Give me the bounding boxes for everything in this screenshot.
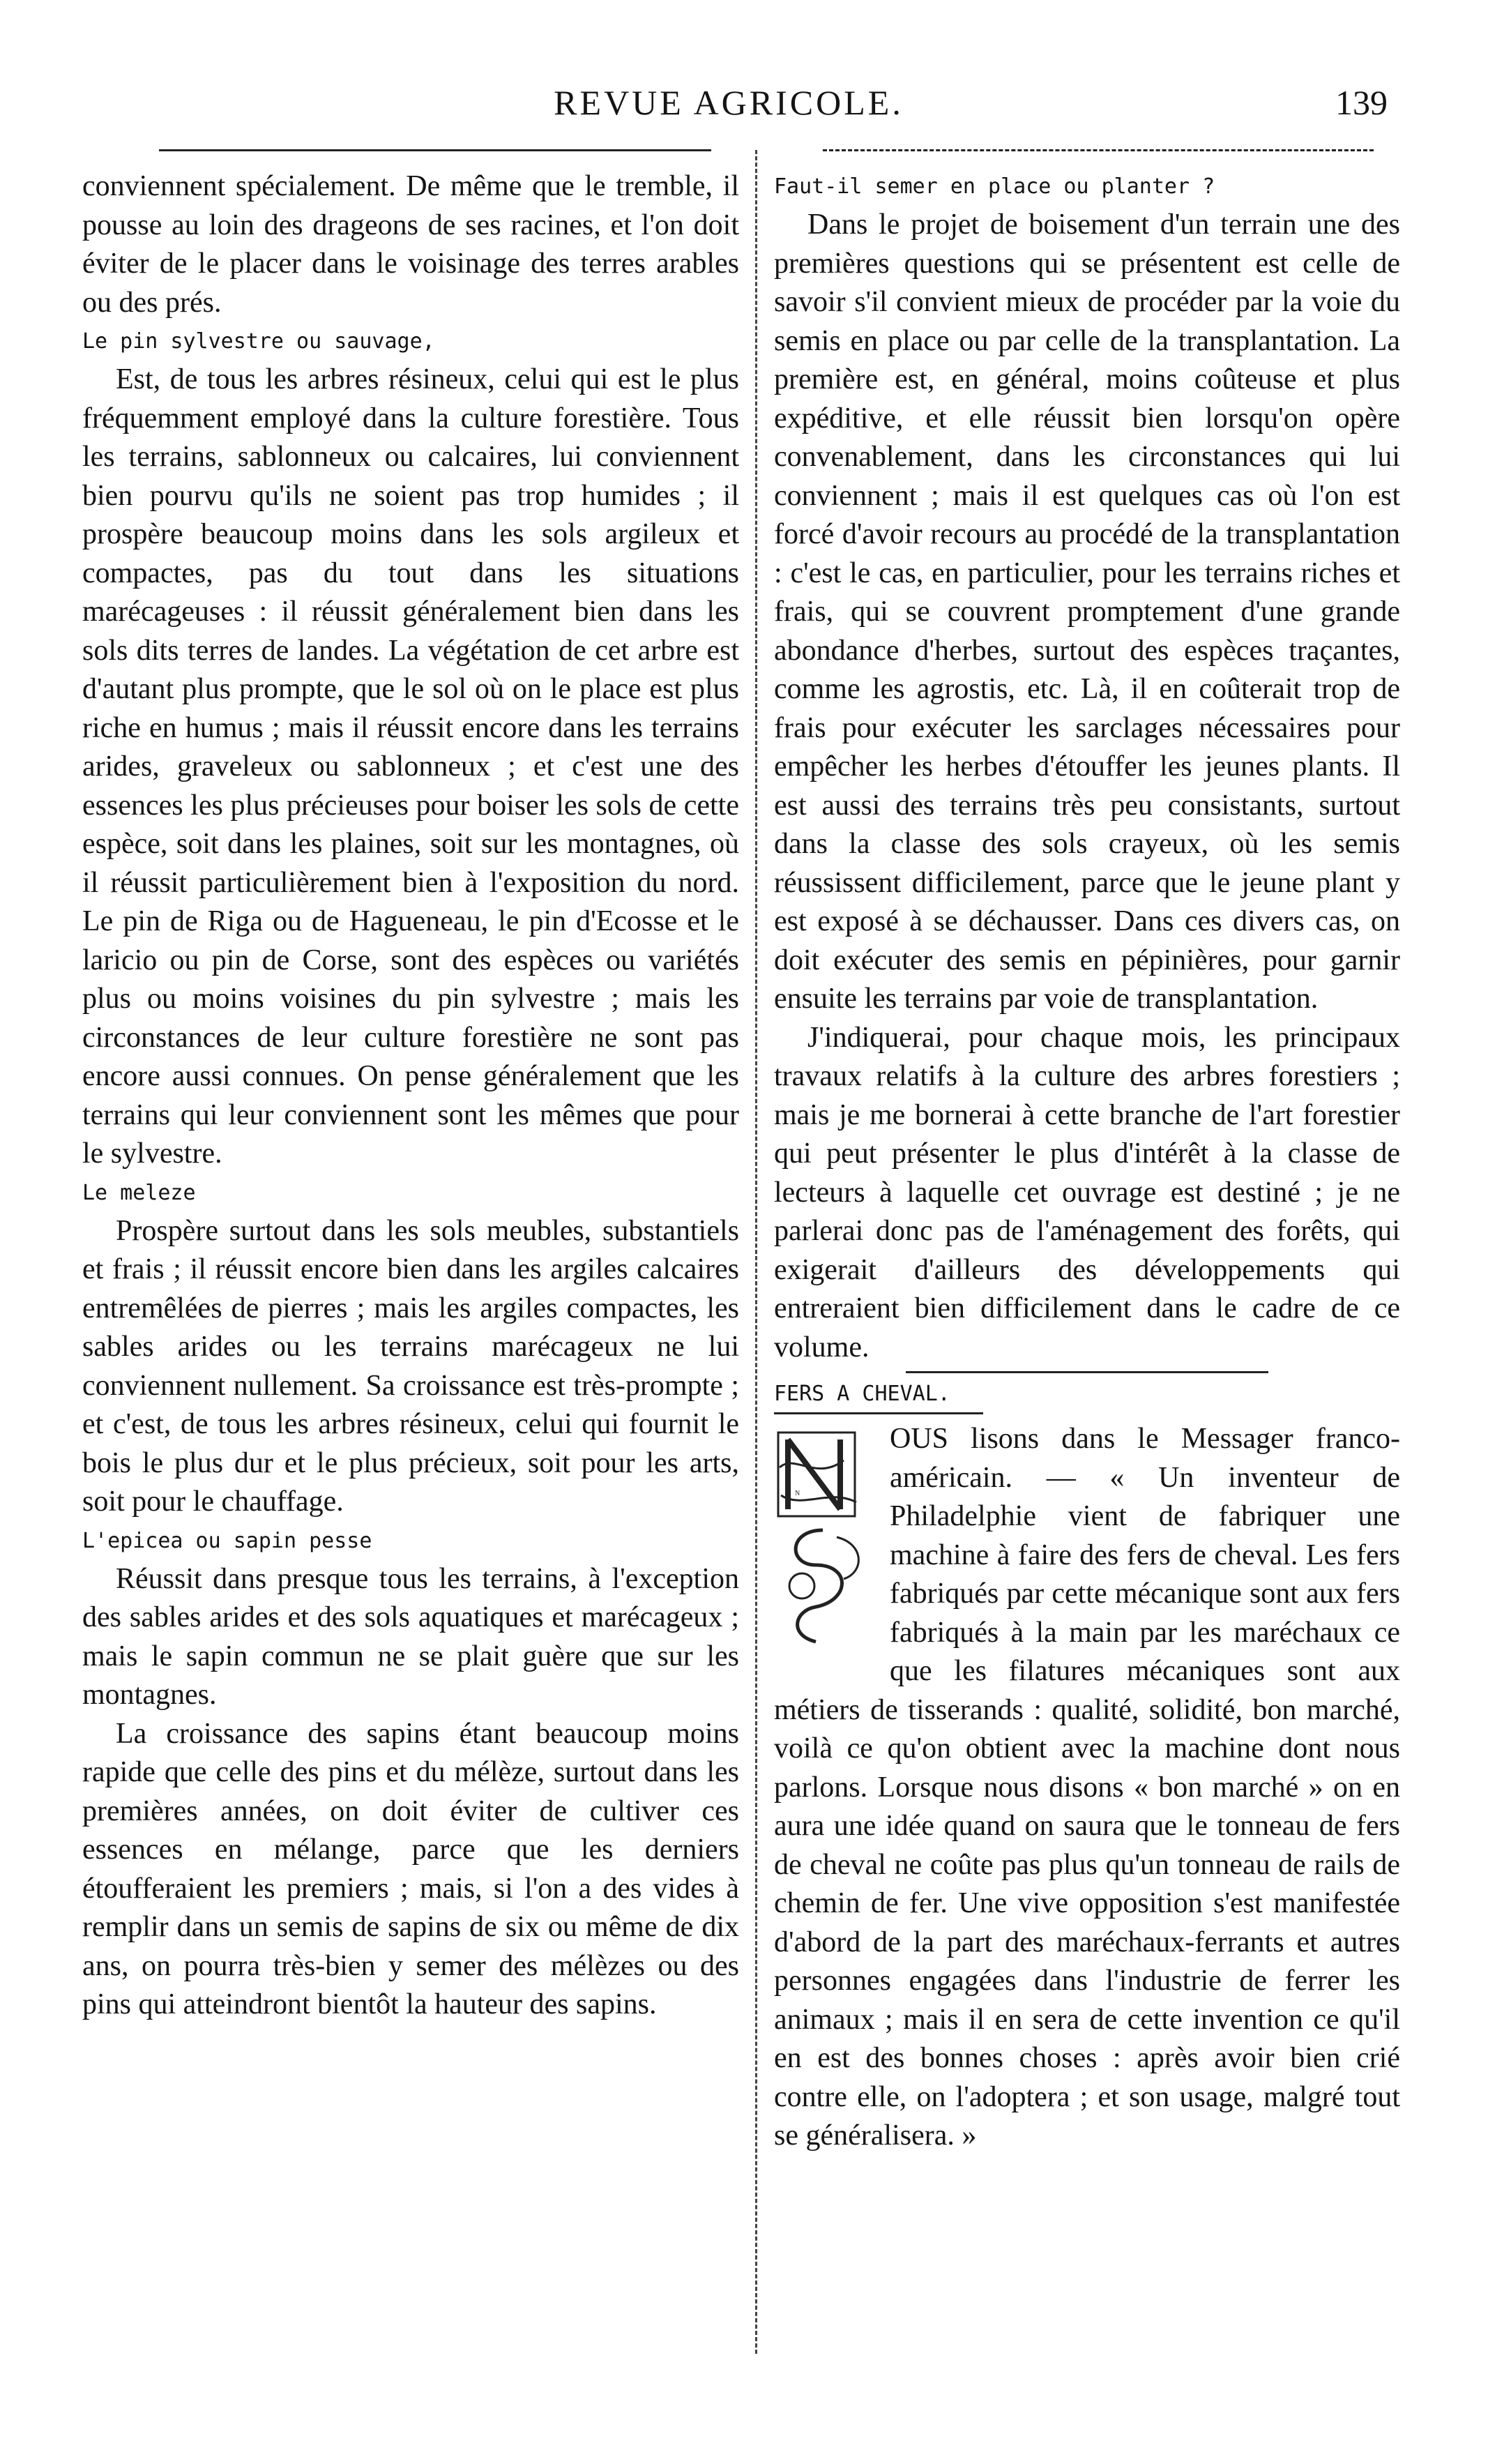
right-column xyxy=(774,167,1400,2156)
paragraph-sapins: La croissance des sapins étant beaucoup moins rapide que celle des pins et du mélèze, surtout dans les premières années, on doit éviter de cultiver ces essences en mélange, parce que les derniers étoufferaient les premiers ; mais, si l'on a des vides à remplir dans un semis de sapins de six ou même de dix ans, on pourra très-bien y semer des mélèzes ou des pins qui atteindront bientôt la hauteur des sapins. xyxy=(82,1717,739,2020)
svg-text:N: N xyxy=(795,1490,800,1497)
page-header xyxy=(70,82,1388,131)
running-title: REVUE AGRICOLE. xyxy=(554,83,904,122)
heading-fers-a-cheval: FERS A CHEVAL. xyxy=(774,1376,983,1414)
paragraph-fers-a-cheval: OUS lisons dans le Messager franco-américain. — « Un inventeur de Philadelphie vient de fabriquer une machine à faire des fers de cheval. Les fers fabriqués par cette mécanique sont aux fers fabriqués à la main par les maréchaux ce que les filatures mécaniques sont aux métiers de tisserands : qualité, solidité, bon marché, voilà ce qu'on obtient avec la machine dont nous parlons. Lorsque nous disons « bon marché » on en aura une idée quand on saura que le tonneau de fers de cheval ne coûte pas plus qu'un tonneau de rails de chemin de fer. Une vive opposition s'est manifestée d'abord de la part des maréchaux-ferrants et autres personnes engagées dans l'industrie de ferrer les animaux ; mais il en sera de cette invention ce qu'il en est des bonnes choses : après avoir bien crié contre elle, on l'adoptera ; et son usage, malgré tout se généralisera. » xyxy=(774,1423,1400,2152)
paragraph-indiquerai: J'indiquerai, pour chaque mois, les principaux travaux relatifs à la culture des arbres forestiers ; mais je me bornerai à cette branche de l'art forestier qui peut présenter le plus d'intérêt à la classe de lecteurs à laquelle cet ouvrage est destiné ; je ne parlerai donc pas de l'aménagement des forêts, qui exigerait d'ailleurs des développements qui entreraient bien difficilement dans le cadre de ce volume. xyxy=(774,1021,1400,1363)
paragraph-continuation: conviennent spécialement. De même que le tremble, il pousse au loin des drageons de ses racines, et l'on doit éviter de le placer dans le voisinage des terres arables ou des prés. xyxy=(82,170,739,319)
heading-meleze: Le meleze xyxy=(82,1180,196,1205)
heading-epicea: L'epicea ou sapin pesse xyxy=(82,1528,372,1553)
left-column xyxy=(82,167,739,2025)
paragraph-semer: Dans le projet de boisement d'un terrain une des premières questions qui se présentent est celle de savoir s'il convient mieux de procéder par la voie du semis en place ou par celle de la transplantation. La première est, en général, moins coûteuse et plus expéditive, et elle réussit bien lorsqu'on opère convenablement, dans les circonstances qui lui conviennent ; mais il est quelques cas où l'on est forcé d'avoir recours au procédé de la transplantation : c'est le cas, en particulier, pour les terrains riches et frais, qui se couvrent promptement d'une grande abondance d'herbes, surtout des espèces traçantes, comme les agrostis, etc. Là, il en coûterait trop de frais pour exécuter les sarclages nécessaires pour empêcher les herbes d'étouffer les jeunes plants. Il est aussi des terrains très peu consistants, surtout dans la classe des sols crayeux, où les semis réussissent difficilement, parce que le jeune plant y est exposé à se déchausser. Dans ces divers cas, on doit exécuter des semis en pépinières, pour garnir ensuite les terrains par voie de transplantation. xyxy=(774,209,1400,1015)
right-header-rule xyxy=(823,149,1374,151)
paragraph-meleze: Prospère surtout dans les sols meubles, substantiels et frais ; il réussit encore bien dans les argiles calcaires entremêlées de pierres ; mais les argiles compactes, les sables arides ou les terrains marécageux ne lui conviennent nullement. Sa croissance est très-prompte ; et c'est, de tous les arbres résineux, celui qui fournit le bois le plus dur et le plus précieux, soit pour les arts, soit pour le chauffage. xyxy=(82,1214,739,1518)
left-header-rule xyxy=(159,149,711,151)
paragraph-epicea: Réussit dans presque tous les terrains, à l'exception des sables arides et des sols aquatiques et marécageux ; mais le sapin commun ne se plait guère que sur les montagnes. xyxy=(82,1562,739,1711)
section-separator-rule xyxy=(906,1371,1268,1373)
heading-pin-sylvestre: Le pin sylvestre ou sauvage, xyxy=(82,329,435,354)
ornamental-initial-icon xyxy=(774,1426,879,1653)
heading-semer-ou-planter: Faut-il semer en place ou planter ? xyxy=(774,174,1215,199)
column-divider xyxy=(755,150,757,2354)
ornamental-dropcap-n xyxy=(774,1426,879,1653)
paragraph-pin-sylvestre: Est, de tous les arbres résineux, celui qui est le plus fréquemment employé dans la culture forestière. Tous les terrains, sablonneux ou calcaires, lui conviennent bien pourvu qu'ils ne soient pas trop humides ; il prospère beaucoup moins dans les sols argileux et compactes, pas du tout dans les situations marécageuses : il réussit généralement bien dans les sols dits terres de landes. La végétation de cet arbre est d'autant plus prompte, que le sol où on le place est plus riche en humus ; mais il réussit encore dans les terrains arides, graveleux ou sablonneux ; et c'est une des essences les plus précieuses pour boiser les sols de cette espèce, soit dans les plaines, soit sur les montagnes, où il réussit particulièrement bien à l'exposition du nord. Le pin de Riga ou de Hagueneau, le pin d'Ecosse et le laricio ou pin de Corse, sont des espèces ou variétés plus ou moins voisines du pin sylvestre ; mais les circonstances de leur culture forestière ne sont pas encore aussi connues. On pense généralement que les terrains qui leur conviennent sont les mêmes que pour le sylvestre. xyxy=(82,363,739,1170)
page-number: 139 xyxy=(1335,83,1388,122)
